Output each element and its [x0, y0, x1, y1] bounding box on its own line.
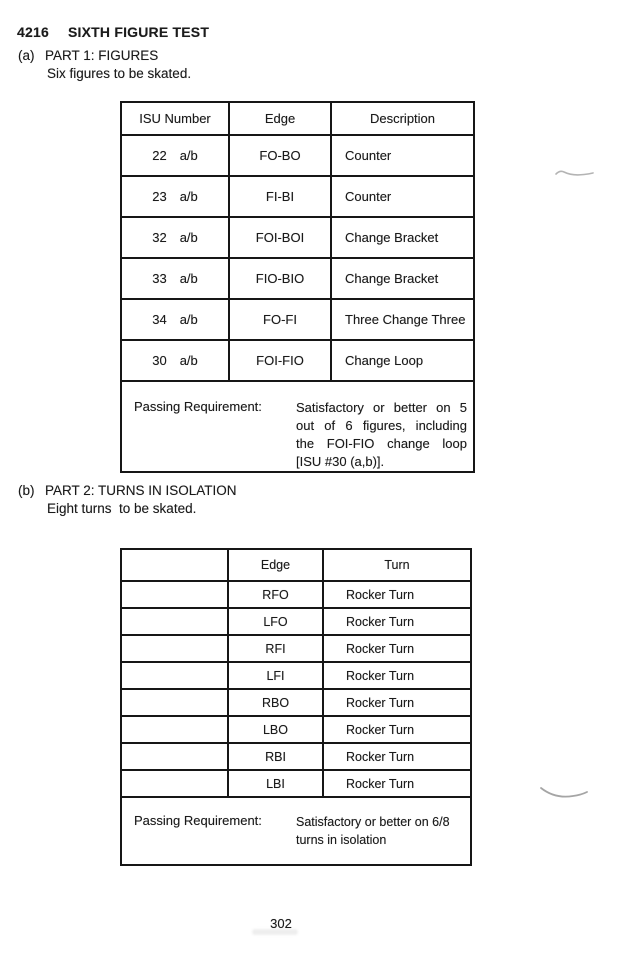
- isu-number-cell: [121, 176, 229, 217]
- edge-cell: FIO-BIO: [229, 258, 331, 299]
- turn-cell: Rocker Turn: [323, 662, 471, 689]
- isu-number: 30: [152, 353, 167, 368]
- header-isu-number: ISU Number: [121, 102, 229, 135]
- table-row: [121, 258, 474, 299]
- blank-cell: [121, 770, 228, 797]
- table-row: [121, 340, 474, 381]
- isu-number-cell: [121, 299, 229, 340]
- scan-mark-icon: [538, 783, 590, 801]
- blank-cell: [121, 608, 228, 635]
- table-row: [121, 662, 471, 689]
- turns-table: [120, 548, 472, 866]
- table-row: [121, 689, 471, 716]
- table-row: [121, 608, 471, 635]
- isu-number-cell: [121, 340, 229, 381]
- part-a-heading: PART 1: FIGURES: [45, 48, 159, 63]
- isu-suffix: a/b: [179, 271, 198, 286]
- blank-cell: [121, 689, 228, 716]
- blank-cell: [121, 716, 228, 743]
- isu-suffix: a/b: [179, 353, 198, 368]
- isu-number-cell: [121, 217, 229, 258]
- isu-number: 23: [152, 189, 167, 204]
- table-row: [121, 770, 471, 797]
- edge-cell: FOI-BOI: [229, 217, 331, 258]
- table-row: [121, 299, 474, 340]
- turn-cell: Rocker Turn: [323, 689, 471, 716]
- table-row: [121, 635, 471, 662]
- edge-cell: LBI: [228, 770, 323, 797]
- passing-requirement-text: Satisfactory or better on 5 out of 6 figures, including the FOI-FIO change loop [ISU #30 (a,b)].: [296, 400, 467, 469]
- passing-requirement-row: [121, 797, 471, 865]
- part-b-heading: PART 2: TURNS IN ISOLATION: [45, 483, 237, 498]
- scan-smudge: [252, 929, 298, 935]
- table-row: [121, 743, 471, 770]
- edge-cell: FI-BI: [229, 176, 331, 217]
- isu-suffix: a/b: [179, 230, 198, 245]
- passing-requirement-row: [121, 381, 474, 472]
- header-edge: Edge: [229, 102, 331, 135]
- table-row: [121, 217, 474, 258]
- isu-suffix: a/b: [179, 312, 198, 327]
- passing-requirement-label: Passing Requirement:: [134, 813, 262, 828]
- turn-cell: Rocker Turn: [323, 743, 471, 770]
- part-a-item-label: (a): [18, 48, 35, 63]
- header-turn: Turn: [323, 549, 471, 581]
- description-cell: Change Bracket: [331, 217, 474, 258]
- part-b-item-label: (b): [18, 483, 35, 498]
- table-row: [121, 176, 474, 217]
- header-blank: [121, 549, 228, 581]
- page-number: 302: [270, 916, 292, 931]
- figures-table: [120, 101, 475, 473]
- isu-number: 32: [152, 230, 167, 245]
- isu-number: 22: [152, 148, 167, 163]
- scan-mark-icon: [553, 167, 595, 181]
- blank-cell: [121, 635, 228, 662]
- turn-cell: Rocker Turn: [323, 608, 471, 635]
- description-cell: Counter: [331, 176, 474, 217]
- header-edge: Edge: [228, 549, 323, 581]
- table-row: [121, 581, 471, 608]
- turn-cell: Rocker Turn: [323, 581, 471, 608]
- part-b-subheading: Eight turns to be skated.: [47, 501, 197, 516]
- edge-cell: FO-FI: [229, 299, 331, 340]
- description-cell: Three Change Three: [331, 299, 474, 340]
- turn-cell: Rocker Turn: [323, 716, 471, 743]
- description-cell: Counter: [331, 135, 474, 176]
- edge-cell: LBO: [228, 716, 323, 743]
- turns-table-header-row: [121, 549, 471, 581]
- blank-cell: [121, 743, 228, 770]
- isu-suffix: a/b: [179, 189, 198, 204]
- description-cell: Change Loop: [331, 340, 474, 381]
- isu-number: 33: [152, 271, 167, 286]
- part-a-subheading: Six figures to be skated.: [47, 66, 192, 81]
- blank-cell: [121, 662, 228, 689]
- edge-cell: FOI-FIO: [229, 340, 331, 381]
- isu-suffix: a/b: [179, 148, 198, 163]
- figures-table-header-row: [121, 102, 474, 135]
- table-row: [121, 716, 471, 743]
- edge-cell: RFO: [228, 581, 323, 608]
- turn-cell: Rocker Turn: [323, 770, 471, 797]
- table-row: [121, 135, 474, 176]
- edge-cell: LFO: [228, 608, 323, 635]
- page-title: SIXTH FIGURE TEST: [68, 24, 210, 40]
- header-description: Description: [331, 102, 474, 135]
- blank-cell: [121, 581, 228, 608]
- edge-cell: RFI: [228, 635, 323, 662]
- turn-cell: Rocker Turn: [323, 635, 471, 662]
- isu-number: 34: [152, 312, 167, 327]
- description-cell: Change Bracket: [331, 258, 474, 299]
- passing-requirement-text: Satisfactory or better on 6/8 turns in isolation: [296, 815, 450, 847]
- passing-requirement-label: Passing Requirement:: [134, 399, 262, 414]
- isu-number-cell: [121, 258, 229, 299]
- edge-cell: LFI: [228, 662, 323, 689]
- edge-cell: RBI: [228, 743, 323, 770]
- edge-cell: FO-BO: [229, 135, 331, 176]
- isu-number-cell: [121, 135, 229, 176]
- edge-cell: RBO: [228, 689, 323, 716]
- section-number: 4216: [17, 24, 49, 40]
